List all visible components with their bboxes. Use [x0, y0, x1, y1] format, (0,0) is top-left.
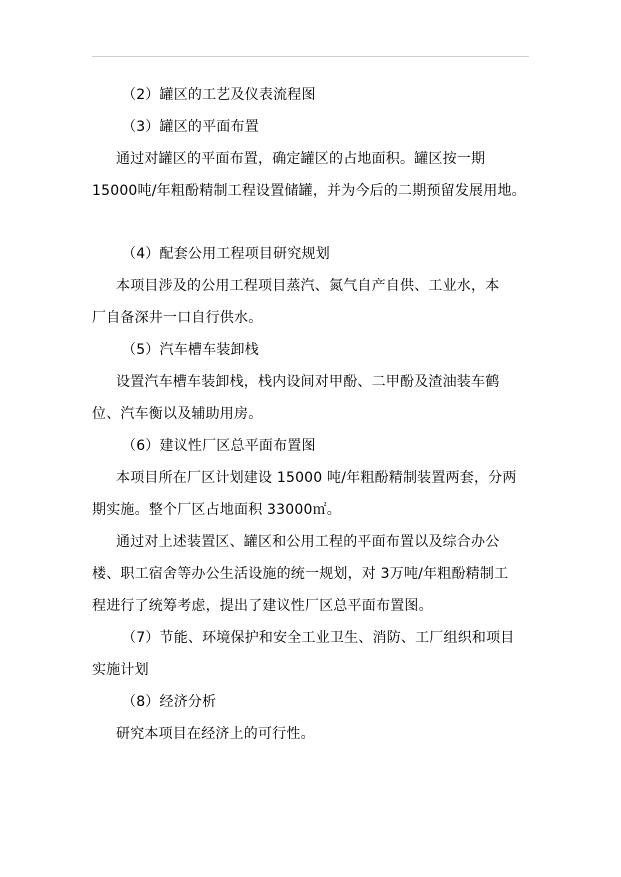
item-heading-8: （8）经济分析	[122, 694, 217, 710]
item-heading-5: （5）汽车槽车装卸栈	[122, 342, 259, 358]
item-heading-7: （7）节能、环境保护和安全工业卫生、消防、工厂组织和项目	[122, 630, 515, 646]
paragraph-line: 研究本项目在经济上的可行性。	[116, 726, 315, 742]
paragraph-line: 厂自备深井一口自行供水。	[92, 310, 263, 326]
header-rule	[92, 56, 529, 57]
paragraph-line: 通过对上述装置区、罐区和公用工程的平面布置以及综合办公	[116, 534, 500, 550]
item-heading-3: （3）罐区的平面布置	[122, 119, 259, 135]
paragraph-line: 位、汽车衡以及辅助用房。	[92, 406, 263, 422]
item-heading-4: （4）配套公用工程项目研究规划	[122, 246, 330, 262]
item-heading-2: （2）罐区的工艺及仪表流程图	[122, 87, 316, 103]
document-body	[92, 79, 529, 750]
item-heading-6: （6）建议性厂区总平面布置图	[122, 438, 316, 454]
paragraph-line: 设置汽车槽车装卸栈，栈内设间对甲酚、二甲酚及渣油装车鹤	[116, 374, 500, 390]
paragraph-line: 本项目所在厂区计划建设 15000 吨/年粗酚精制装置两套，分两	[116, 470, 517, 486]
paragraph-line: 15000吨/年粗酚精制工程设置储罐，并为今后的二期预留发展用地。	[92, 183, 526, 199]
paragraph-line: 本项目涉及的公用工程项目蒸汽、氮气自产自供、工业水，本	[116, 278, 500, 294]
paragraph-gap	[92, 207, 529, 238]
paragraph-line: 程进行了统筹考虑，提出了建议性厂区总平面布置图。	[92, 598, 433, 614]
paragraph-line: 实施计划	[92, 662, 149, 678]
paragraph-line: 期实施。整个厂区占地面积 33000㎡。	[92, 502, 341, 518]
paragraph-line: 通过对罐区的平面布置，确定罐区的占地面积。罐区按一期	[116, 151, 486, 167]
paragraph-line: 楼、职工宿舍等办公生活设施的统一规划，对 3万吨/年粗酚精制工	[92, 566, 509, 582]
